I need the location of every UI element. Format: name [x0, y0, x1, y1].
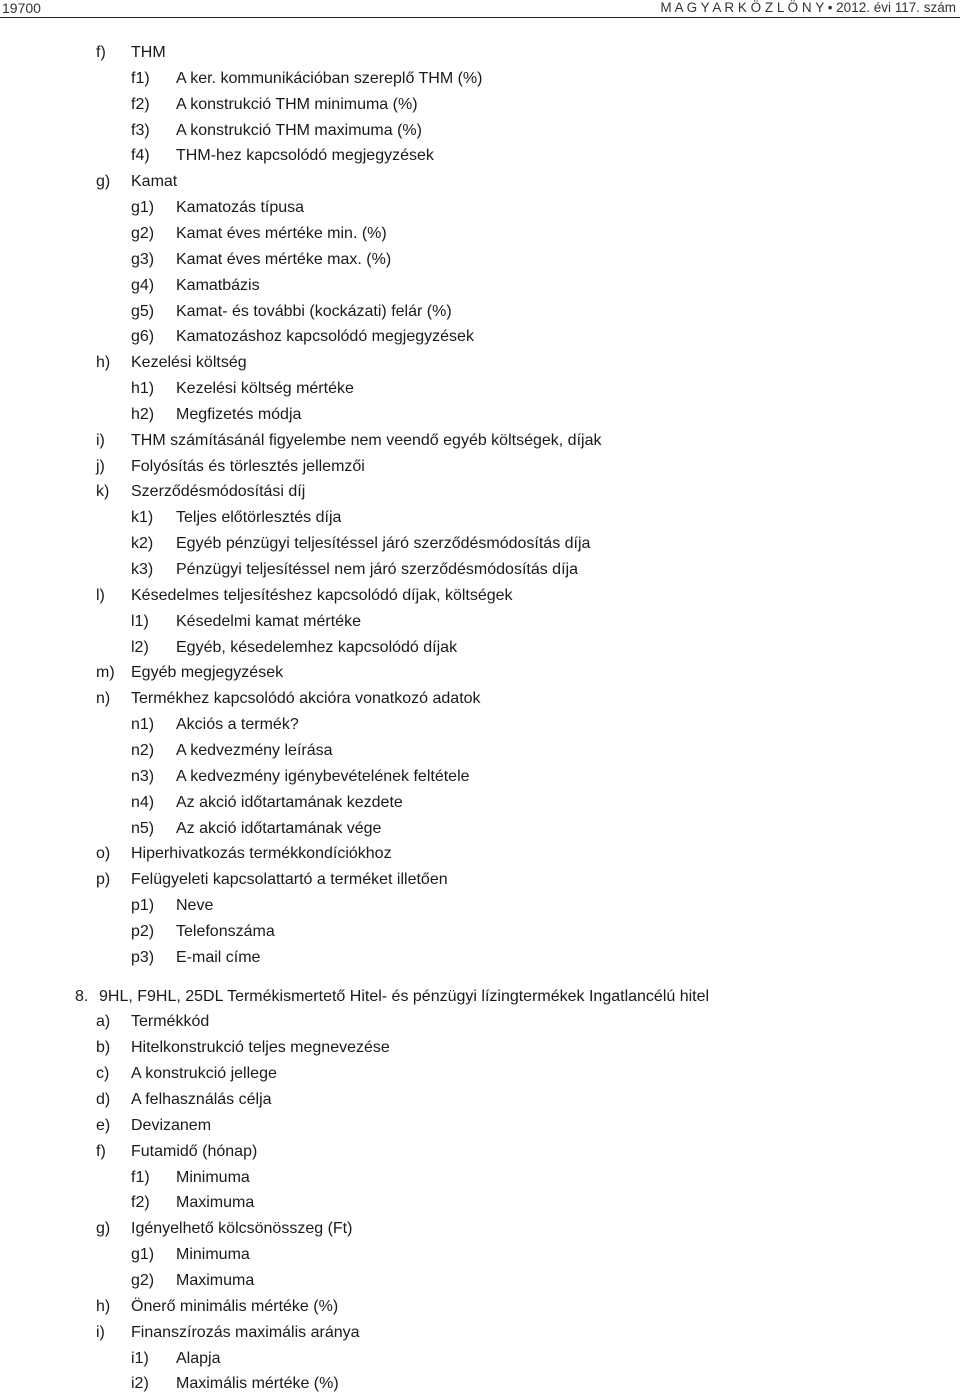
item-label: f4) — [131, 147, 150, 164]
item-label: k3) — [131, 561, 154, 578]
item-text: Maximális mértéke (%) — [176, 1375, 339, 1392]
item-label: j) — [96, 458, 105, 475]
item-text: Finanszírozás maximális aránya — [131, 1324, 360, 1341]
item-text: THM-hez kapcsolódó megjegyzések — [176, 147, 434, 164]
item-text: Kamat- és további (kockázati) felár (%) — [176, 303, 452, 320]
item-text: Devizanem — [131, 1117, 212, 1134]
item-text: A konstrukció THM minimuma (%) — [176, 96, 418, 113]
item-text: Felügyeleti kapcsolattartó a terméket illetően — [131, 871, 448, 888]
item-text: Kamat — [131, 173, 178, 190]
item-text: Termékhez kapcsolódó akcióra vonatkozó adatok — [131, 690, 481, 707]
item-label: n5) — [131, 820, 155, 837]
running-title: M A G Y A R K Ö Z L Ö N Y • 2012. évi 117. szám — [660, 0, 956, 15]
item-label: n2) — [131, 742, 155, 759]
item-label: a) — [96, 1013, 111, 1030]
item-label: c) — [96, 1065, 110, 1082]
item-label: f) — [96, 44, 106, 61]
item-label: i) — [96, 1324, 105, 1341]
item-text: Kamatbázis — [176, 277, 260, 294]
item-label: h1) — [131, 380, 155, 397]
item-label: p) — [96, 871, 111, 888]
item-label: p2) — [131, 923, 155, 940]
item-text: Teljes előtörlesztés díja — [176, 509, 342, 526]
item-label: p1) — [131, 897, 155, 914]
item-label: 8. — [75, 988, 89, 1005]
item-text: THM számításánál figyelembe nem veendő egyéb költségek, díjak — [131, 432, 602, 449]
item-text: Alapja — [176, 1350, 221, 1367]
item-text: THM — [131, 44, 166, 61]
item-text: A felhasználás célja — [131, 1091, 272, 1108]
item-label: l2) — [131, 639, 149, 656]
item-text: Az akció időtartamának kezdete — [176, 794, 403, 811]
item-label: n4) — [131, 794, 155, 811]
item-label: n3) — [131, 768, 155, 785]
item-text: Kezelési költség mértéke — [176, 380, 354, 397]
item-label: b) — [96, 1039, 111, 1056]
item-label: l) — [96, 587, 105, 604]
item-text: A ker. kommunikációban szereplő THM (%) — [176, 70, 483, 87]
item-label: k2) — [131, 535, 154, 552]
item-label: h2) — [131, 406, 155, 423]
item-label: e) — [96, 1117, 111, 1134]
item-text: A kedvezmény leírása — [176, 742, 333, 759]
item-text: Egyéb, késedelemhez kapcsolódó díjak — [176, 639, 458, 656]
item-label: o) — [96, 845, 111, 862]
item-text: E-mail címe — [176, 949, 261, 966]
item-label: f) — [96, 1143, 106, 1160]
item-label: g2) — [131, 1272, 155, 1289]
item-label: g) — [96, 1220, 111, 1237]
item-text: Kamat éves mértéke min. (%) — [176, 225, 387, 242]
item-text: Akciós a termék? — [176, 716, 299, 733]
item-label: h) — [96, 354, 111, 371]
item-label: f1) — [131, 1169, 150, 1186]
item-text: Egyéb pénzügyi teljesítéssel járó szerződésmódosítás díja — [176, 535, 591, 552]
item-label: g4) — [131, 277, 155, 294]
item-label: g2) — [131, 225, 155, 242]
item-label: n1) — [131, 716, 155, 733]
item-text: Kezelési költség — [131, 354, 247, 371]
item-label: g6) — [131, 328, 155, 345]
item-label: f2) — [131, 1194, 150, 1211]
item-text: Futamidő (hónap) — [131, 1143, 258, 1160]
item-text: Késedelmi kamat mértéke — [176, 613, 361, 630]
item-text: Igényelhető kölcsönösszeg (Ft) — [131, 1220, 353, 1237]
item-text: 9HL, F9HL, 25DL Termékismertető Hitel- és pénzügyi lízingtermékek Ingatlancélú hitel — [99, 988, 710, 1005]
item-text: Kamatozás típusa — [176, 199, 305, 216]
item-text: Egyéb megjegyzések — [131, 664, 284, 681]
page-number: 19700 — [2, 0, 41, 16]
item-label: f2) — [131, 96, 150, 113]
item-text: Maximuma — [176, 1194, 255, 1211]
item-text: A konstrukció THM maximuma (%) — [176, 122, 422, 139]
item-text: Telefonszáma — [176, 923, 275, 940]
item-label: i) — [96, 432, 105, 449]
item-text: Megfizetés módja — [176, 406, 302, 423]
item-text: Önerő minimális mértéke (%) — [131, 1298, 339, 1315]
item-text: Folyósítás és törlesztés jellemzői — [131, 458, 365, 475]
item-text: Kamatozáshoz kapcsolódó megjegyzések — [176, 328, 474, 345]
item-label: g5) — [131, 303, 155, 320]
item-label: k1) — [131, 509, 154, 526]
item-label: g1) — [131, 199, 155, 216]
item-text: Kamat éves mértéke max. (%) — [176, 251, 392, 268]
item-text: Az akció időtartamának vége — [176, 820, 382, 837]
item-label: f1) — [131, 70, 150, 87]
item-label: k) — [96, 483, 110, 500]
item-text: A kedvezmény igénybevételének feltétele — [176, 768, 470, 785]
item-text: Szerződésmódosítási díj — [131, 483, 306, 500]
item-text: Minimuma — [176, 1169, 250, 1186]
item-text: Neve — [176, 897, 214, 914]
item-label: i1) — [131, 1350, 149, 1367]
item-label: i2) — [131, 1375, 149, 1392]
item-label: l1) — [131, 613, 149, 630]
item-label: h) — [96, 1298, 111, 1315]
page-header — [0, 0, 960, 17]
item-label: d) — [96, 1091, 111, 1108]
item-label: n) — [96, 690, 111, 707]
item-label: p3) — [131, 949, 155, 966]
item-text: Pénzügyi teljesítéssel nem járó szerződésmódosítás díja — [176, 561, 578, 578]
item-text: Maximuma — [176, 1272, 255, 1289]
item-text: Késedelmes teljesítéshez kapcsolódó díjak, költségek — [131, 587, 513, 604]
item-label: g1) — [131, 1246, 155, 1263]
item-label: g3) — [131, 251, 155, 268]
item-label: g) — [96, 173, 111, 190]
item-label: f3) — [131, 122, 150, 139]
item-text: Termékkód — [131, 1013, 210, 1030]
item-text: A konstrukció jellege — [131, 1065, 277, 1082]
item-label: m) — [96, 664, 115, 681]
item-text: Hiperhivatkozás termékkondíciókhoz — [131, 845, 392, 862]
header-rule — [0, 17, 960, 18]
item-text: Hitelkonstrukció teljes megnevezése — [131, 1039, 390, 1056]
item-text: Minimuma — [176, 1246, 250, 1263]
